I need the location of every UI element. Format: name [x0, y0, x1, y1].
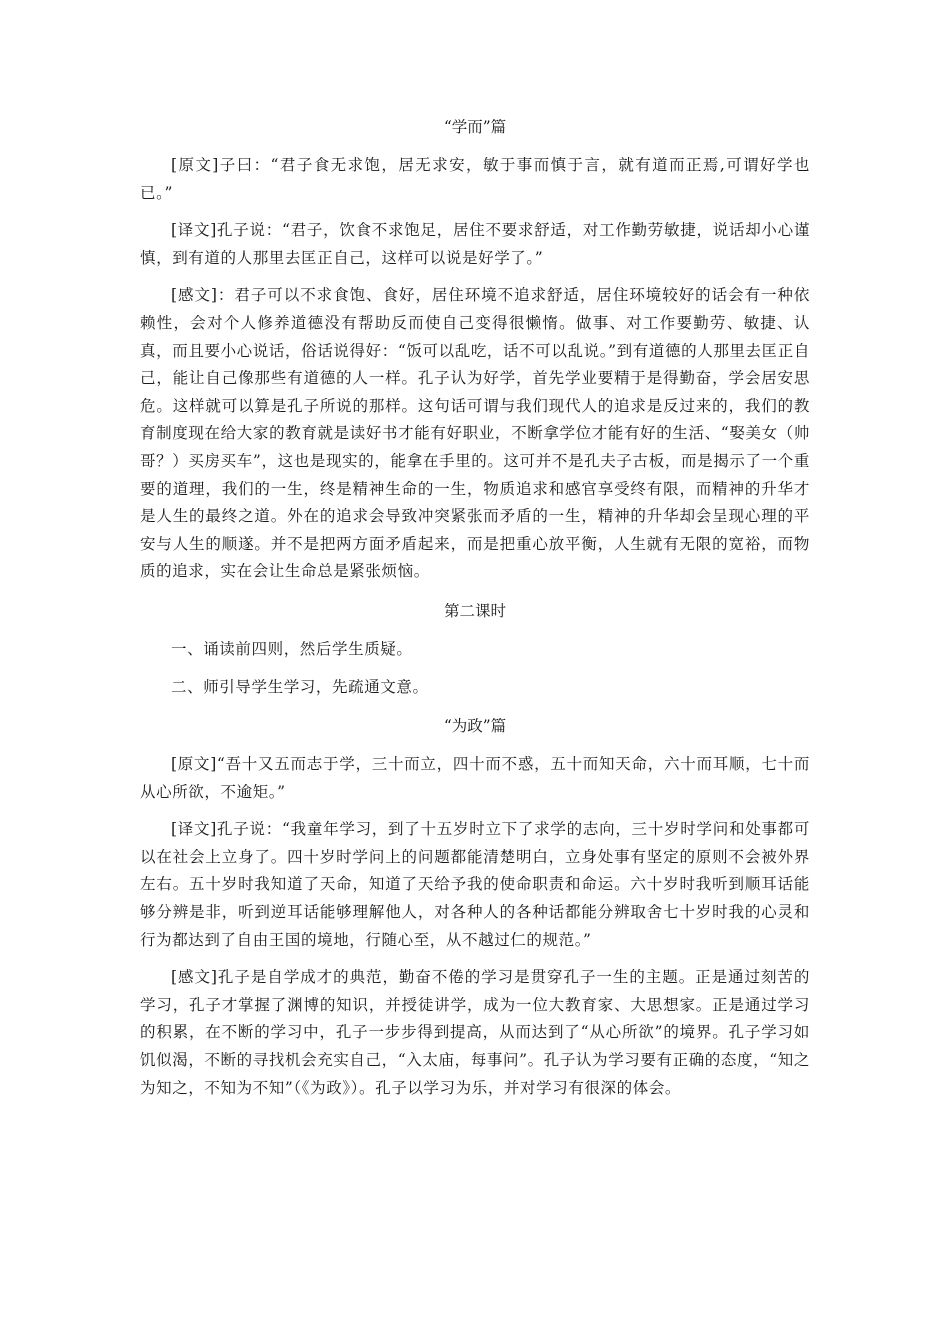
- document-page: [140, 112, 810, 1112]
- reflection-paragraph: [感文]：君子可以不求食饱、食好，居住环境不追求舒适，居住环境较好的话会有一种依赖性，会对个人修养道德没有帮助反而使自己变得很懒惰。做事、对工作要勤劳、敏捷、认真，而且要小心说话，俗话说得好：“饭可以乱吃，话不可以乱说。”到有道德的人那里去匡正自己，能让自己像那些有道德的人一样。孔子认为好学，首先学业要精于是得勤奋，学会居安思危。这样就可以算是孔子所说的那样。这句话可谓与我们现代人的追求是反过来的，我们的教育制度现在给大家的教育就是读好书才能有好职业，不断拿学位才能有好的生活、“娶美女（帅哥？）买房买车”，这也是现实的，能拿在手里的。这可并不是孔夫子古板，而是揭示了一个重要的道理，我们的一生，终是精神生命的一生，物质追求和感官享受终有限，而精神的升华才是人生的最终之道。外在的追求会导致冲突紧张而矛盾的一生，精神的升华却会呈现心理的平安与人生的顺遂。并不是把两方面矛盾起来，而是把重心放平衡，人生就有无限的宽裕，而物质的追求，实在会让生命总是紧张烦恼。: [140, 286, 810, 581]
- reflection-paragraph-2: [感文]孔子是自学成才的典范，勤奋不倦的学习是贯穿孔子一生的主题。正是通过刻苦的学习，孔子才掌握了渊博的知识，并授徒讲学，成为一位大教育家、大思想家。正是通过学习的积累，在不断的学习中，孔子一步步得到提高，从而达到了“从心所欲”的境界。孔子学习如饥似渴，不断的寻找机会充实自己，“入太庙，每事问”。孔子认为学习要有正确的态度，“知之为知之，不知为不知”（《为政》）。孔子以学习为乐，并对学习有很深的体会。: [140, 968, 810, 1097]
- section-title-xueer: “学而”篇: [443, 118, 507, 136]
- translation-paragraph: [译文]孔子说：“君子，饮食不求饱足，居住不要求舒适，对工作勤劳敏捷，说话却小心谨慎，到有道的人那里去匡正自己，这样可以说是好学了。”: [140, 221, 810, 267]
- translation-paragraph-2: [译文]孔子说：“我童年学习，到了十五岁时立下了求学的志向，三十岁时学问和处事都可以在社会上立身了。四十岁时学问上的问题都能清楚明白，立身处事有坚定的原则不会被外界左右。五十岁时我知道了天命，知道了天给予我的使命职责和命运。六十岁时我听到顺耳话能够分辨是非，听到逆耳话能够理解他人，对各种人的各种话都能分辨取舍七十岁时我的心灵和行为都达到了自由王国的境地，行随心至，从不越过仁的规范。”: [140, 820, 810, 949]
- original-text-paragraph: [原文]子曰：“君子食无求饱，居无求安，敏于事而慎于言，就有道而正焉,可谓好学也已。”: [140, 156, 810, 202]
- lesson-step-2: 二、师引导学生学习，先疏通文意。: [171, 677, 429, 696]
- lesson-step-1: 一、诵读前四则，然后学生质疑。: [171, 639, 413, 658]
- original-text-paragraph-2: [原文]“吾十又五而志于学，三十而立，四十而不惑，五十而知天命，六十而耳顺，七十而从心所欲，不逾矩。”: [140, 755, 810, 801]
- lesson-title: 第二课时: [443, 601, 506, 620]
- section-title-weizheng: “为政”篇: [443, 717, 507, 736]
